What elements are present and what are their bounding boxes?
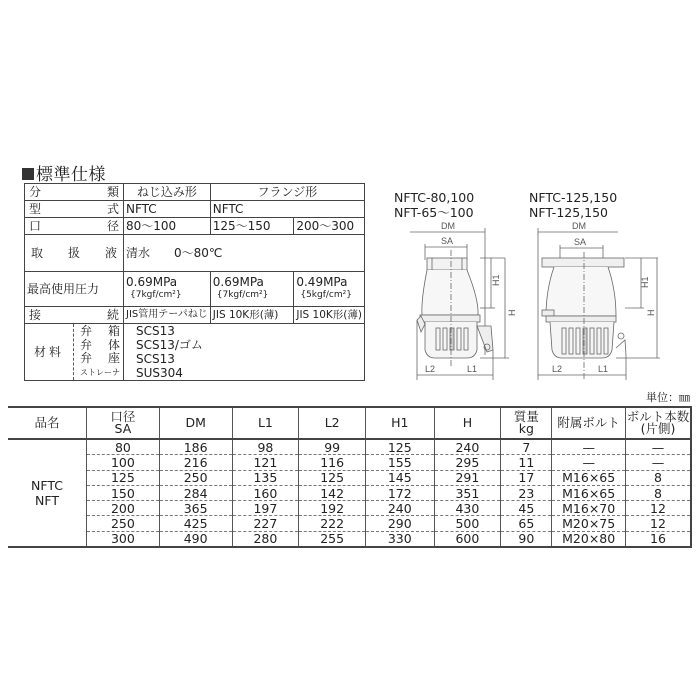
product-name-cell: NFTC NFT	[8, 439, 87, 547]
dim-dm-label: DM	[441, 221, 455, 231]
spec-screw-type: ねじ込み形	[124, 184, 211, 201]
dim-l1-label: L1	[467, 364, 478, 374]
foot-valve-flange-diagram	[530, 220, 660, 385]
spec-pressure-label: 最高使用圧力	[25, 272, 124, 307]
spec-row-fluid: 取 扱 液 清水 0〜80℃	[25, 235, 365, 272]
material-value: SCS13	[136, 351, 175, 366]
header-h: H	[434, 407, 501, 439]
material-value: SUS304	[136, 365, 183, 380]
header-l1: L1	[232, 407, 299, 439]
header-weight: 質量 kg	[501, 407, 552, 439]
diagram-1-title: NFTC-80,100 NFT-65〜100	[394, 190, 475, 220]
table-row: NFTC NFT 80 186 98 99 125 240 7 — —	[8, 439, 691, 455]
header-dm: DM	[159, 407, 232, 439]
foot-valve-screw-diagram	[395, 220, 520, 385]
spec-fluid-value: 清水 0〜80℃	[124, 235, 365, 272]
table-header-row	[8, 407, 691, 439]
material-label: 材料	[33, 345, 64, 359]
svg-text:H1: H1	[640, 276, 650, 288]
dim-sa-label: SA	[441, 236, 454, 246]
square-bullet-icon	[22, 168, 34, 180]
spec-row-material: 材料 弁 箱 弁 体 弁 座 ストレーナ SCS13 SCS13/ゴム SCS13 SUS304	[25, 324, 365, 381]
dim-h1-label: H1	[491, 274, 501, 286]
spec-model-screw: NFTC	[124, 201, 211, 218]
standard-spec-table	[24, 183, 365, 381]
diagram-2-title: NFTC-125,150 NFT-125,150	[529, 190, 618, 220]
table-row: 150 284 160 142 172 351 23 M16×65 8	[8, 485, 691, 500]
header-bolt-count: ボルト本数 (片側)	[626, 407, 692, 439]
spec-row-pressure: 最高使用圧力 0.69MPa {7kgf/cm²} 0.69MPa {7kgf/cm²} 0.49MPa {5kgf/cm²}	[25, 272, 365, 307]
spec-connection-1: JIS管用テーパねじ	[124, 307, 211, 324]
svg-text:L1: L1	[598, 364, 609, 374]
spec-size-2: 125〜150	[210, 218, 294, 235]
table-row: 125 250 135 125 145 291 17 M16×65 8	[8, 470, 691, 485]
spec-connection-2: JIS 10K形(薄)	[210, 307, 294, 324]
svg-text:L2: L2	[552, 364, 563, 374]
table-row: 300 490 280 255 330 600 90 M20×80 16	[8, 531, 691, 547]
spec-row-category: 分 類 ねじ込み形 フランジ形	[25, 184, 365, 201]
header-bolt: 附属ボルト	[552, 407, 626, 439]
material-value: SCS13/ゴム	[136, 337, 203, 352]
table-row: 250 425 227 222 290 500 65 M20×75 12	[8, 516, 691, 531]
spec-row-model: 型 式 NFTC NFTC	[25, 201, 365, 218]
dim-l2-label: L2	[425, 364, 436, 374]
spec-row-size: 口 径 80〜100 125〜150 200〜300	[25, 218, 365, 235]
dimension-table	[8, 406, 692, 548]
header-h1: H1	[366, 407, 434, 439]
header-name: 品名	[8, 407, 87, 439]
spec-flange-type: フランジ形	[210, 184, 364, 201]
material-value: SCS13	[136, 323, 175, 338]
spec-size-1: 80〜100	[124, 218, 211, 235]
spec-row-connection: 接 続 JIS管用テーパねじ JIS 10K形(薄) JIS 10K形(薄)	[25, 307, 365, 324]
spec-title: 標準仕様	[22, 160, 106, 185]
table-row: 100 216 121 116 155 295 11 — —	[8, 455, 691, 470]
dim-h-label: H	[507, 309, 517, 316]
svg-text:SA: SA	[574, 237, 587, 247]
table-row: 200 365 197 192 240 430 45 M16×70 12	[8, 501, 691, 516]
svg-text:H: H	[646, 309, 656, 316]
unit-label: 単位：㎜	[646, 391, 690, 404]
header-sa: 口径 SA	[87, 407, 160, 439]
spec-model-flange: NFTC	[210, 201, 364, 218]
svg-text:DM: DM	[572, 221, 586, 231]
header-l2: L2	[299, 407, 366, 439]
spec-connection-3: JIS 10K形(薄)	[294, 307, 365, 324]
spec-size-3: 200〜300	[294, 218, 365, 235]
